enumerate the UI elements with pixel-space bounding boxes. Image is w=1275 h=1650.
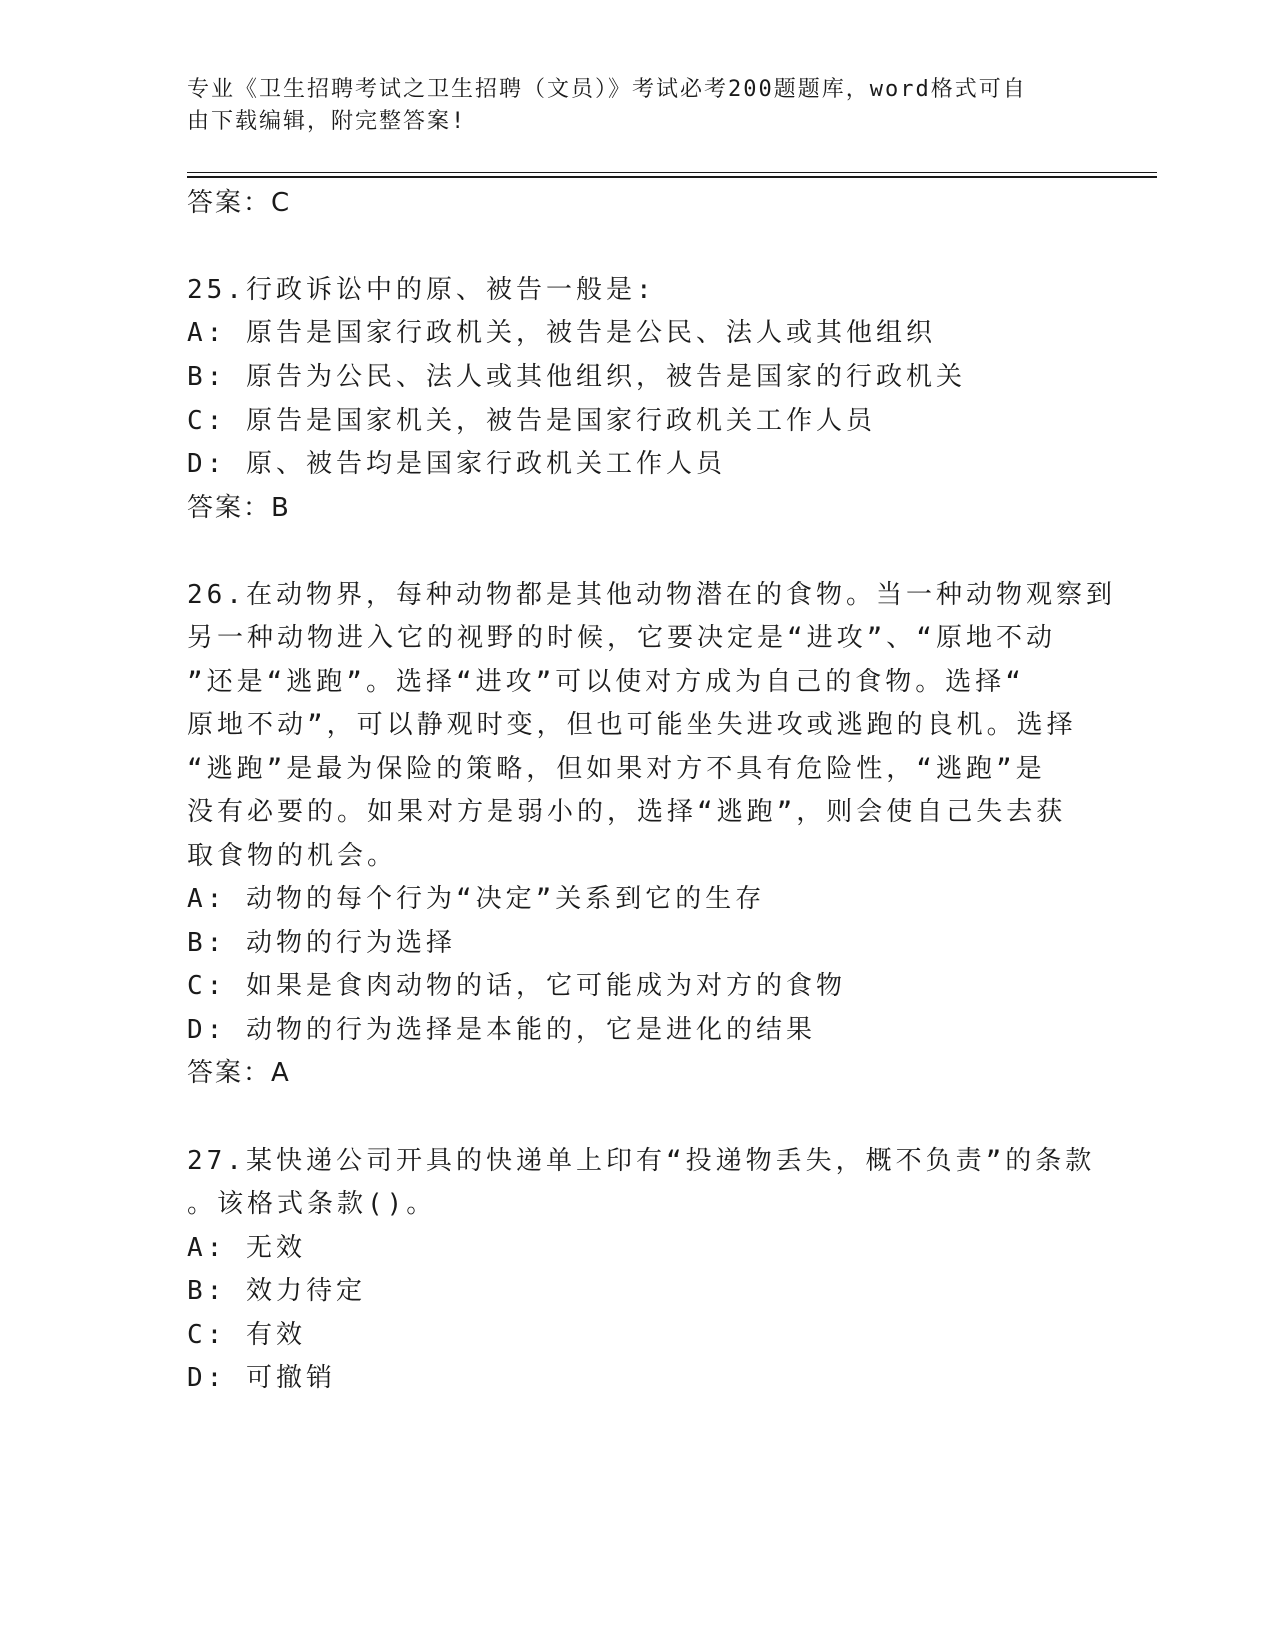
header-rule-thick [187, 176, 1157, 178]
question-26-stem-line-7: 取食物的机会。 [187, 841, 398, 871]
question-26-option-c: C: 如果是食肉动物的话，它可能成为对方的食物 [187, 971, 846, 1001]
answer-24: 答案：C [187, 188, 292, 218]
header-line-2: 由下载编辑，附完整答案! [187, 109, 467, 134]
question-26-option-b: B: 动物的行为选择 [187, 928, 456, 958]
question-26-stem-line-1: 26.在动物界，每种动物都是其他动物潜在的食物。当一种动物观察到 [187, 580, 1116, 610]
header-rule-thin [187, 172, 1157, 173]
question-25-option-a: A: 原告是国家行政机关，被告是公民、法人或其他组织 [187, 318, 936, 348]
question-25-stem: 25.行政诉讼中的原、被告一般是: [187, 275, 656, 305]
question-27-option-c: C: 有效 [187, 1320, 306, 1350]
question-27-option-b: B: 效力待定 [187, 1276, 366, 1306]
question-27-option-d: D: 可撤销 [187, 1363, 336, 1393]
question-25-answer: 答案：B [187, 493, 291, 523]
question-27-option-a: A: 无效 [187, 1233, 306, 1263]
question-25-option-b: B: 原告为公民、法人或其他组织，被告是国家的行政机关 [187, 362, 966, 392]
question-26-answer: 答案：A [187, 1058, 291, 1088]
question-26-stem-line-4: 原地不动”，可以静观时变，但也可能坐失进攻或逃跑的良机。选择 [187, 710, 1077, 740]
question-25-option-d: D: 原、被告均是国家行政机关工作人员 [187, 449, 726, 479]
document-header [187, 74, 1067, 138]
question-25-option-c: C: 原告是国家机关，被告是国家行政机关工作人员 [187, 406, 876, 436]
question-26-option-d: D: 动物的行为选择是本能的，它是进化的结果 [187, 1015, 816, 1045]
question-26-option-a: A: 动物的每个行为“决定”关系到它的生存 [187, 884, 766, 914]
question-27-stem-line-1: 27.某快递公司开具的快递单上印有“投递物丢失，概不负责”的条款 [187, 1146, 1096, 1176]
question-26-stem-line-2: 另一种动物进入它的视野的时候，它要决定是“进攻”、“原地不动 [187, 623, 1056, 653]
question-26-stem-line-3: ”还是“逃跑”。选择“进攻”可以使对方成为自己的食物。选择“ [187, 667, 1025, 697]
question-26-stem-line-6: 没有必要的。如果对方是弱小的，选择“逃跑”，则会使自己失去获 [187, 797, 1067, 827]
header-line-1: 专业《卫生招聘考试之卫生招聘（文员）》考试必考200题题库，word格式可自 [187, 77, 1027, 102]
question-27-stem-line-2: 。该格式条款()。 [187, 1189, 437, 1219]
question-26-stem-line-5: “逃跑”是最为保险的策略，但如果对方不具有危险性，“逃跑”是 [187, 754, 1046, 784]
